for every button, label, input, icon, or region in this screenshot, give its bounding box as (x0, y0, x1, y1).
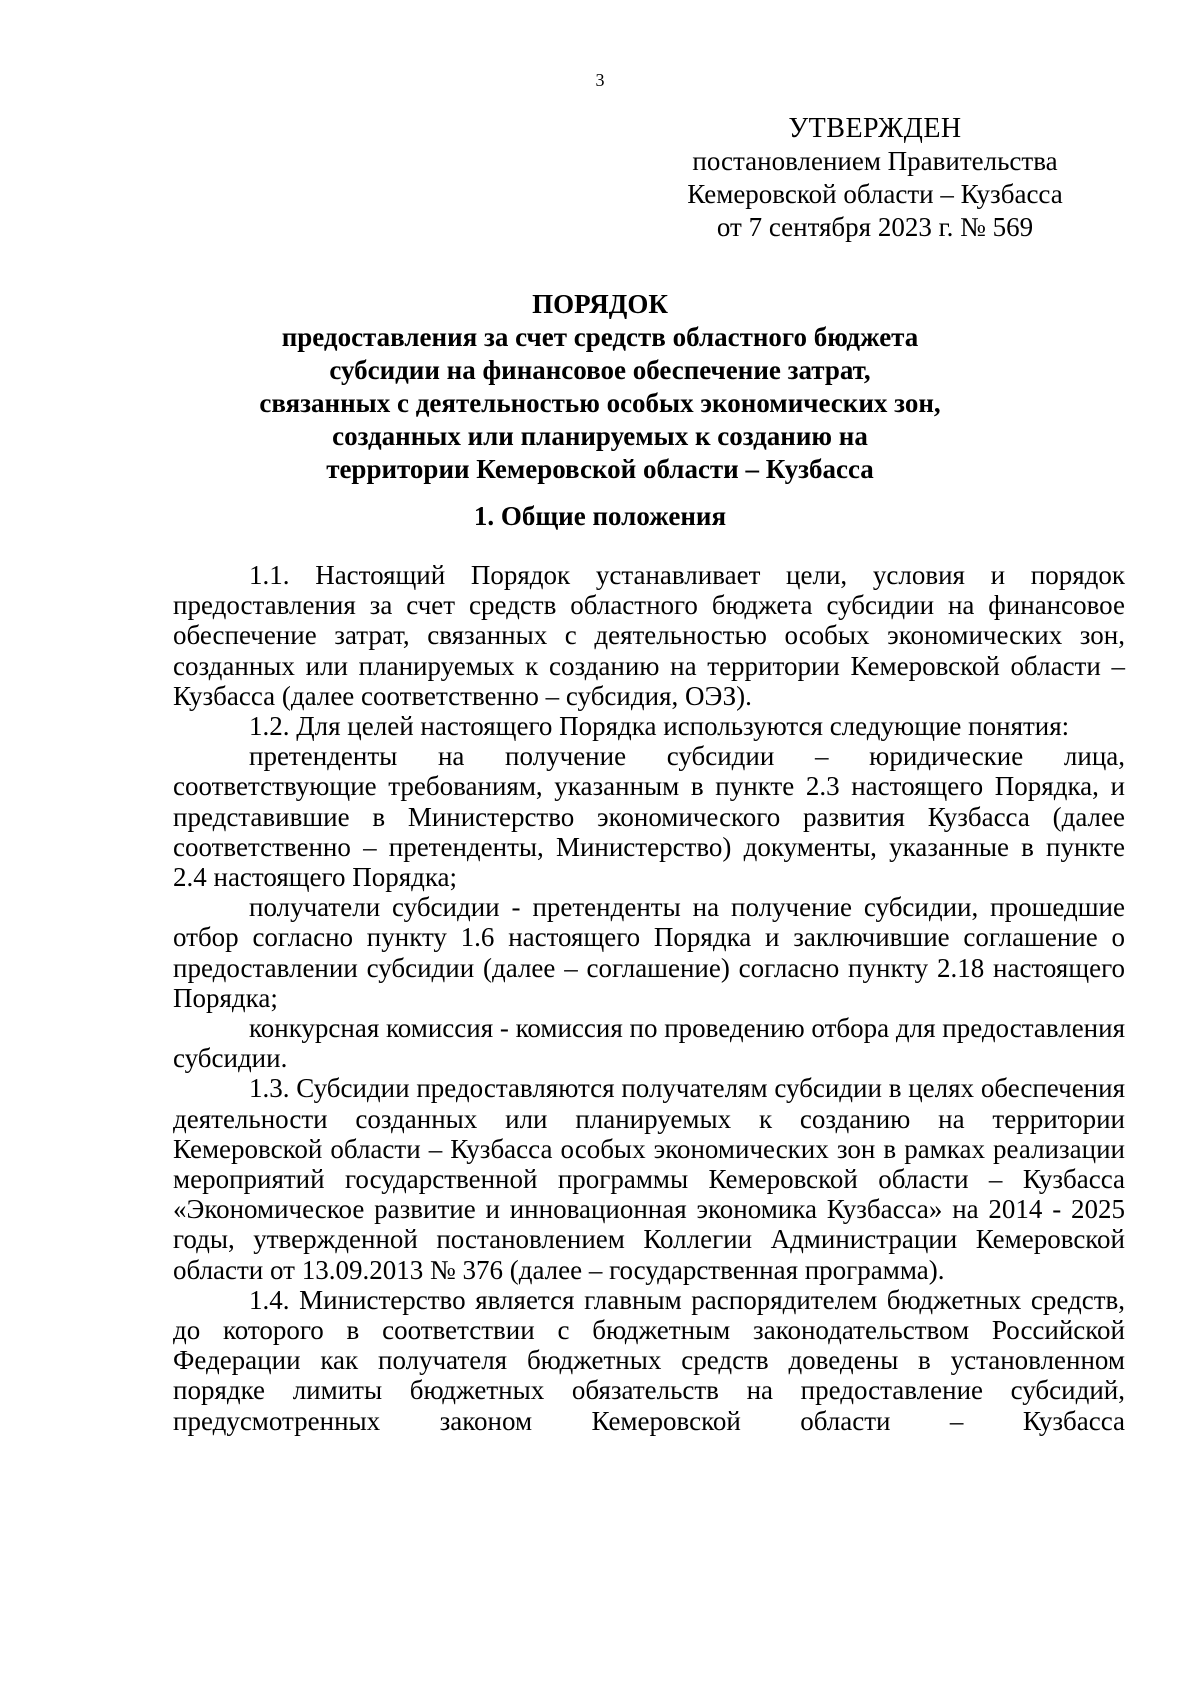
title-subtitle-line: предоставления за счет средств областного бюджета (281, 322, 919, 352)
approval-line-authority: постановлением Правительства (692, 146, 1058, 176)
title-subtitle-line: субсидии на финансовое обеспечение затрат, (329, 355, 871, 385)
title-subtitle-line: связанных с деятельностью особых экономических зон, (259, 388, 941, 418)
page-number: 3 (595, 70, 605, 90)
title-heading: ПОРЯДОК (532, 289, 668, 319)
paragraph-1-3: 1.3. Субсидии предоставляются получателям субсидии в целях обеспечения деятельности созданных или планируемых к созданию на территории Кемеровской области – Кузбасса особых экономических зон в рамках реализации мероприятий государственной программы Кемеровской области – Кузбасса «Экономическое развитие и инновационная экономика Кузбасса» на 2014 - 2025 годы, утвержденной постановлением Коллегии Администрации Кемеровской области от 13.09.2013 № 376 (далее – государственная программа). (173, 1073, 1125, 1285)
approval-line-region: Кемеровской области – Кузбасса (687, 179, 1063, 209)
approval-line-date: от 7 сентября 2023 г. № 569 (716, 212, 1034, 242)
document-title (100, 288, 1100, 486)
paragraph-1-2: 1.2. Для целей настоящего Порядка используются следующие понятия: (249, 711, 1070, 742)
definition-applicants: претенденты на получение субсидии – юридические лица, соответствующие требованиям, указанным в пункте 2.3 настоящего Порядка, и представившие в Министерство экономического развития Кузбасса (далее соответственно – претенденты, Министерство) документы, указанные в пункте 2.4 настоящего Порядка; (173, 741, 1125, 893)
title-subtitle-line: созданных или планируемых к созданию на (332, 421, 868, 451)
section-heading: 1. Общие положения (473, 501, 727, 531)
definition-commission: конкурсная комиссия - комиссия по проведению отбора для предоставления субсидии. (173, 1013, 1125, 1074)
approval-stamp: УТВЕРЖДЕН (788, 113, 962, 144)
section-body (173, 560, 1125, 1436)
approval-block (640, 112, 1110, 244)
paragraph-1-4: 1.4. Министерство является главным распорядителем бюджетных средств, до которого в соответствии с бюджетным законодательством Российской Федерации как получателя бюджетных средств доведены в установленном порядке лимиты бюджетных обязательств на предоставление субсидий, предусмотренных законом Кемеровской области – Кузбасса (173, 1284, 1125, 1436)
title-subtitle-line: территории Кемеровской области – Кузбасса (326, 454, 874, 484)
paragraph-1-1: 1.1. Настоящий Порядок устанавливает цели, условия и порядок предоставления за счет средств областного бюджета субсидии на финансовое обеспечение затрат, связанных с деятельностью особых экономических зон, созданных или планируемых к созданию на территории Кемеровской области – Кузбасса (далее соответственно – субсидия, ОЭЗ). (173, 560, 1125, 711)
definition-recipients: получатели субсидии - претенденты на получение субсидии, прошедшие отбор согласно пункту 1.6 настоящего Порядка и заключившие соглашение о предоставлении субсидии (далее – соглашение) согласно пункту 2.18 настоящего Порядка; (173, 892, 1125, 1013)
